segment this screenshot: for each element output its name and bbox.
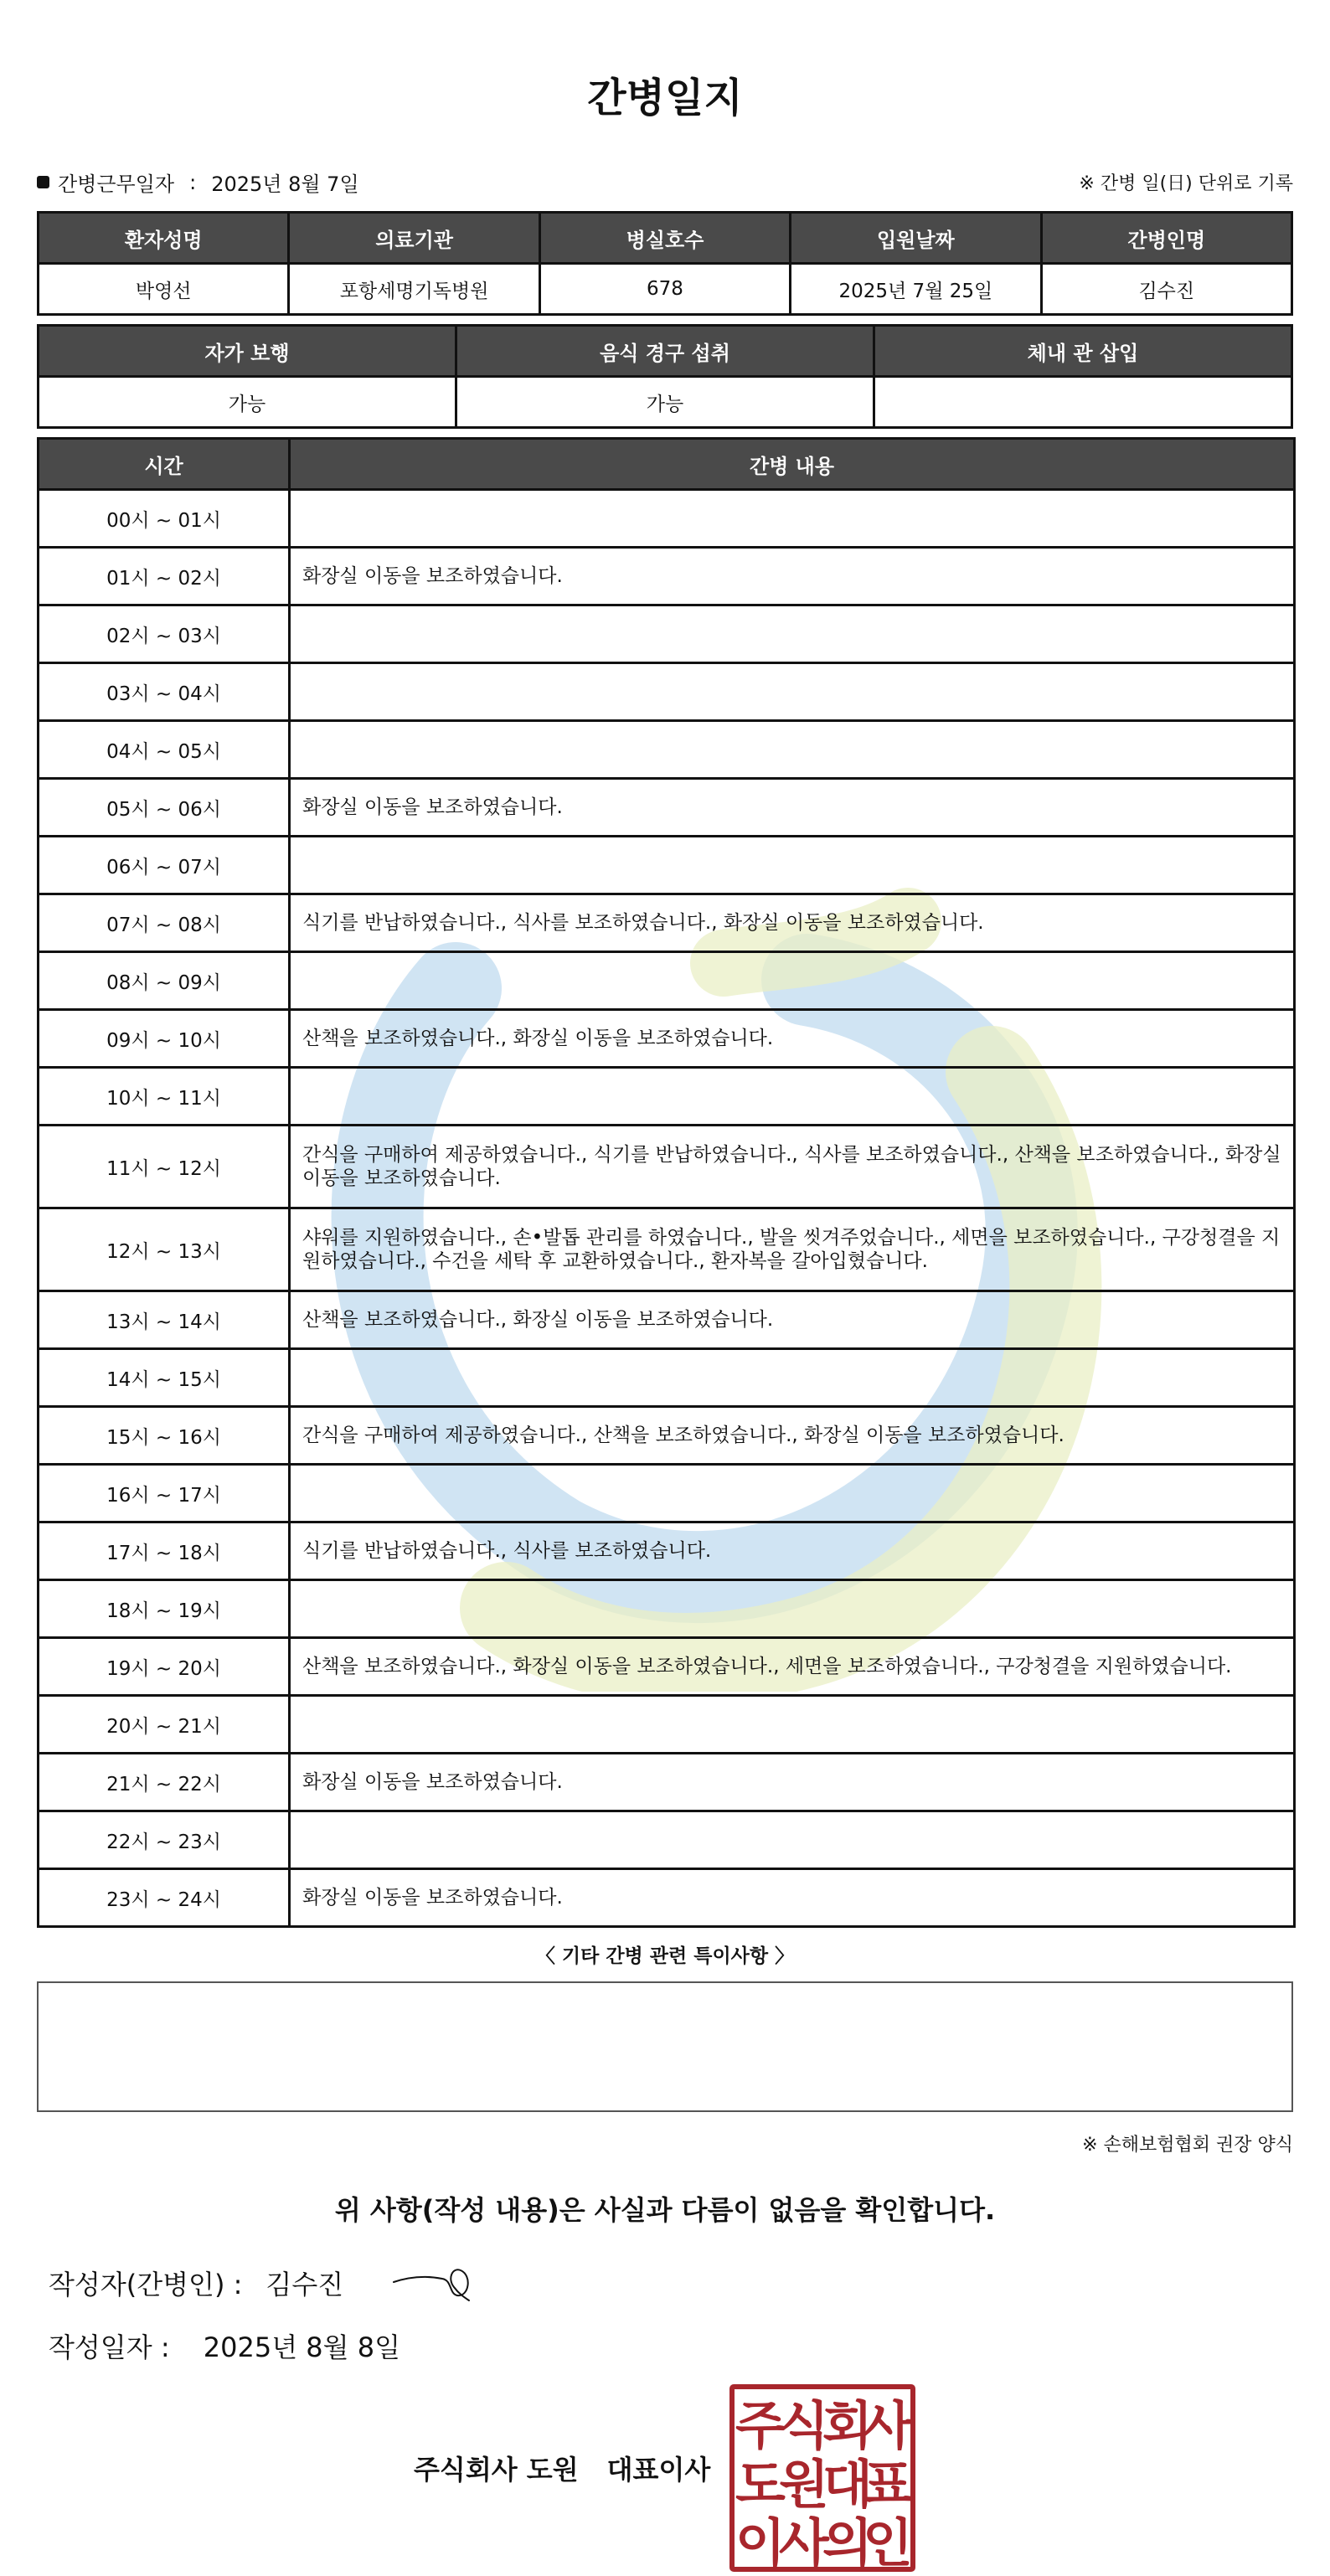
company-signature: [414, 2449, 710, 2487]
time-slot: 10시 ~ 11시: [39, 1068, 290, 1126]
time-slot: 23시 ~ 24시: [39, 1869, 290, 1927]
time-slot: 09시 ~ 10시: [39, 1010, 290, 1068]
patient-info-table: [37, 211, 1293, 316]
patient-info-value-row: [39, 264, 1292, 315]
time-slot: 17시 ~ 18시: [39, 1522, 290, 1580]
svg-text:사: 사: [863, 2395, 913, 2456]
svg-text:표: 표: [863, 2454, 913, 2515]
time-slot: 22시 ~ 23시: [39, 1811, 290, 1869]
care-content: 산책을 보조하였습니다., 화장실 이동을 보조하였습니다.: [290, 1010, 1295, 1068]
table-row: [39, 1291, 1295, 1349]
company-name: 주식회사 도원: [414, 2454, 579, 2486]
table-row: [39, 1407, 1295, 1465]
table-row: [39, 490, 1295, 548]
patient-status-table: [37, 324, 1293, 429]
care-content: 샤워를 지원하였습니다., 손•발톱 관리를 하였습니다., 발을 씻겨주었습니다., 세면을 보조하였습니다., 구강청결을 지원하였습니다., 수건을 세탁 후 교환하였습니다., 환자복을 갈아입혔습니다.: [290, 1208, 1295, 1291]
work-date-label: 간병근무일자: [58, 173, 175, 196]
time-slot: 13시 ~ 14시: [39, 1291, 290, 1349]
care-content: 화장실 이동을 보조하였습니다.: [290, 548, 1295, 605]
svg-text:원: 원: [779, 2454, 829, 2515]
svg-text:회: 회: [822, 2395, 873, 2456]
svg-text:의: 의: [822, 2512, 873, 2573]
patient-info-header-row: [39, 213, 1292, 264]
table-row: [39, 1208, 1295, 1291]
table-row: [39, 1465, 1295, 1522]
work-date: [37, 167, 359, 197]
oral-intake-value: 가능: [456, 377, 874, 428]
care-content: [290, 1696, 1295, 1754]
work-date-value: 2025년 8월 7일: [211, 173, 359, 196]
table-row: [39, 1126, 1295, 1208]
care-content: [290, 663, 1295, 721]
care-content: [290, 490, 1295, 548]
care-content: 화장실 이동을 보조하였습니다.: [290, 1869, 1295, 1927]
time-slot: 20시 ~ 21시: [39, 1696, 290, 1754]
table-row: [39, 894, 1295, 952]
header-room-number: 병실호수: [539, 213, 790, 264]
care-content: [290, 605, 1295, 663]
care-content: [290, 1580, 1295, 1638]
room-number: 678: [539, 264, 790, 315]
patient-status-value-row: [39, 377, 1292, 428]
table-row: [39, 1522, 1295, 1580]
author-label: 작성자(간병인) :: [49, 2269, 243, 2300]
header-hospital: 의료기관: [289, 213, 539, 264]
header-oral-intake: 음식 경구 섭취: [456, 326, 874, 377]
table-row: [39, 837, 1295, 894]
svg-text:식: 식: [779, 2395, 829, 2456]
table-row: [39, 721, 1295, 779]
company-seal-icon: [729, 2383, 916, 2573]
hospital-name: 포항세명기독병원: [289, 264, 539, 315]
svg-text:인: 인: [863, 2512, 913, 2573]
table-row: [39, 1869, 1295, 1927]
time-slot: 14시 ~ 15시: [39, 1349, 290, 1407]
time-slot: 16시 ~ 17시: [39, 1465, 290, 1522]
time-slot: 07시 ~ 08시: [39, 894, 290, 952]
time-slot: 15시 ~ 16시: [39, 1407, 290, 1465]
company-row: [37, 2383, 1293, 2576]
square-bullet-icon: [37, 176, 49, 188]
care-content: [290, 837, 1295, 894]
time-slot: 03시 ~ 04시: [39, 663, 290, 721]
table-row: [39, 1010, 1295, 1068]
care-content: 산책을 보조하였습니다., 화장실 이동을 보조하였습니다., 세면을 보조하였습니다., 구강청결을 지원하였습니다.: [290, 1638, 1295, 1696]
header-patient-name: 환자성명: [39, 213, 289, 264]
table-row: [39, 605, 1295, 663]
written-date-row: [37, 2326, 1293, 2363]
work-date-colon: :: [189, 170, 197, 194]
header-admission-date: 입원날짜: [791, 213, 1041, 264]
care-content: 산책을 보조하였습니다., 화장실 이동을 보조하였습니다.: [290, 1291, 1295, 1349]
time-slot: 08시 ~ 09시: [39, 952, 290, 1010]
time-slot: 04시 ~ 05시: [39, 721, 290, 779]
special-notes-box: [37, 1981, 1293, 2112]
svg-text:대: 대: [822, 2454, 873, 2515]
company-role: 대표이사: [606, 2454, 711, 2486]
document-title: 간병일지: [587, 75, 743, 121]
time-slot: 12시 ~ 13시: [39, 1208, 290, 1291]
header-time: 시간: [39, 439, 290, 490]
admission-date: 2025년 7월 25일: [791, 264, 1041, 315]
written-date-label: 작성일자 :: [49, 2331, 170, 2363]
written-date-value: 2025년 8월 8일: [203, 2331, 401, 2363]
time-slot: 01시 ~ 02시: [39, 548, 290, 605]
care-content: [290, 1811, 1295, 1869]
table-row: [39, 952, 1295, 1010]
table-row: [39, 1754, 1295, 1811]
time-slot: 05시 ~ 06시: [39, 779, 290, 837]
care-content: 화장실 이동을 보조하였습니다.: [290, 1754, 1295, 1811]
patient-status-header-row: [39, 326, 1292, 377]
care-schedule-table: [37, 437, 1296, 1928]
table-row: [39, 548, 1295, 605]
table-row: [39, 1811, 1295, 1869]
time-slot: 00시 ~ 01시: [39, 490, 290, 548]
care-content: 화장실 이동을 보조하였습니다.: [290, 779, 1295, 837]
table-row: [39, 779, 1295, 837]
table-row: [39, 1696, 1295, 1754]
time-slot: 11시 ~ 12시: [39, 1126, 290, 1208]
table-row: [39, 663, 1295, 721]
care-content: [290, 952, 1295, 1010]
care-content: [290, 1465, 1295, 1522]
time-slot: 18시 ~ 19시: [39, 1580, 290, 1638]
time-slot: 06시 ~ 07시: [39, 837, 290, 894]
svg-text:도: 도: [735, 2454, 786, 2515]
time-slot: 19시 ~ 20시: [39, 1638, 290, 1696]
document-page: [37, 0, 1293, 2576]
care-content: 간식을 구매하여 제공하였습니다., 식기를 반납하였습니다., 식사를 보조하였습니다., 산책을 보조하였습니다., 화장실 이동을 보조하였습니다.: [290, 1126, 1295, 1208]
table-row: [39, 1349, 1295, 1407]
svg-text:사: 사: [779, 2512, 829, 2573]
header-tube-insertion: 체내 관 삽입: [874, 326, 1292, 377]
table-row: [39, 1638, 1295, 1696]
care-content: 식기를 반납하였습니다., 식사를 보조하였습니다.: [290, 1522, 1295, 1580]
recommended-form-note: ※ 손해보험협회 권장 양식: [1082, 2135, 1293, 2156]
author-name: 김수진: [265, 2269, 344, 2300]
special-notes-title: 〈 기타 간병 관련 특이사항 〉: [535, 1945, 795, 1967]
care-content: [290, 1349, 1295, 1407]
header-self-walking: 자가 보행: [39, 326, 456, 377]
table-row: [39, 1068, 1295, 1126]
meta-row: [37, 167, 1293, 201]
header-caregiver-name: 간병인명: [1041, 213, 1291, 264]
schedule-header-row: [39, 439, 1295, 490]
header-care-content: 간병 내용: [290, 439, 1295, 490]
handwritten-signature-icon: [392, 2264, 472, 2302]
author-row: [37, 2264, 1293, 2301]
patient-name: 박영선: [39, 264, 289, 315]
care-content: 식기를 반납하였습니다., 식사를 보조하였습니다., 화장실 이동을 보조하였습니다.: [290, 894, 1295, 952]
care-content: [290, 721, 1295, 779]
self-walking-value: 가능: [39, 377, 456, 428]
svg-text:이: 이: [735, 2512, 786, 2573]
time-slot: 21시 ~ 22시: [39, 1754, 290, 1811]
svg-text:주: 주: [735, 2395, 786, 2456]
confirmation-statement: 위 사항(작성 내용)은 사실과 다름이 없음을 확인합니다.: [334, 2194, 996, 2226]
table-row: [39, 1580, 1295, 1638]
tube-insertion-value: [874, 377, 1292, 428]
caregiver-name: 김수진: [1041, 264, 1291, 315]
care-content: [290, 1068, 1295, 1126]
care-content: 간식을 구매하여 제공하였습니다., 산책을 보조하였습니다., 화장실 이동을 보조하였습니다.: [290, 1407, 1295, 1465]
time-slot: 02시 ~ 03시: [39, 605, 290, 663]
daily-record-note: ※ 간병 일(日) 단위로 기록: [1079, 173, 1293, 194]
